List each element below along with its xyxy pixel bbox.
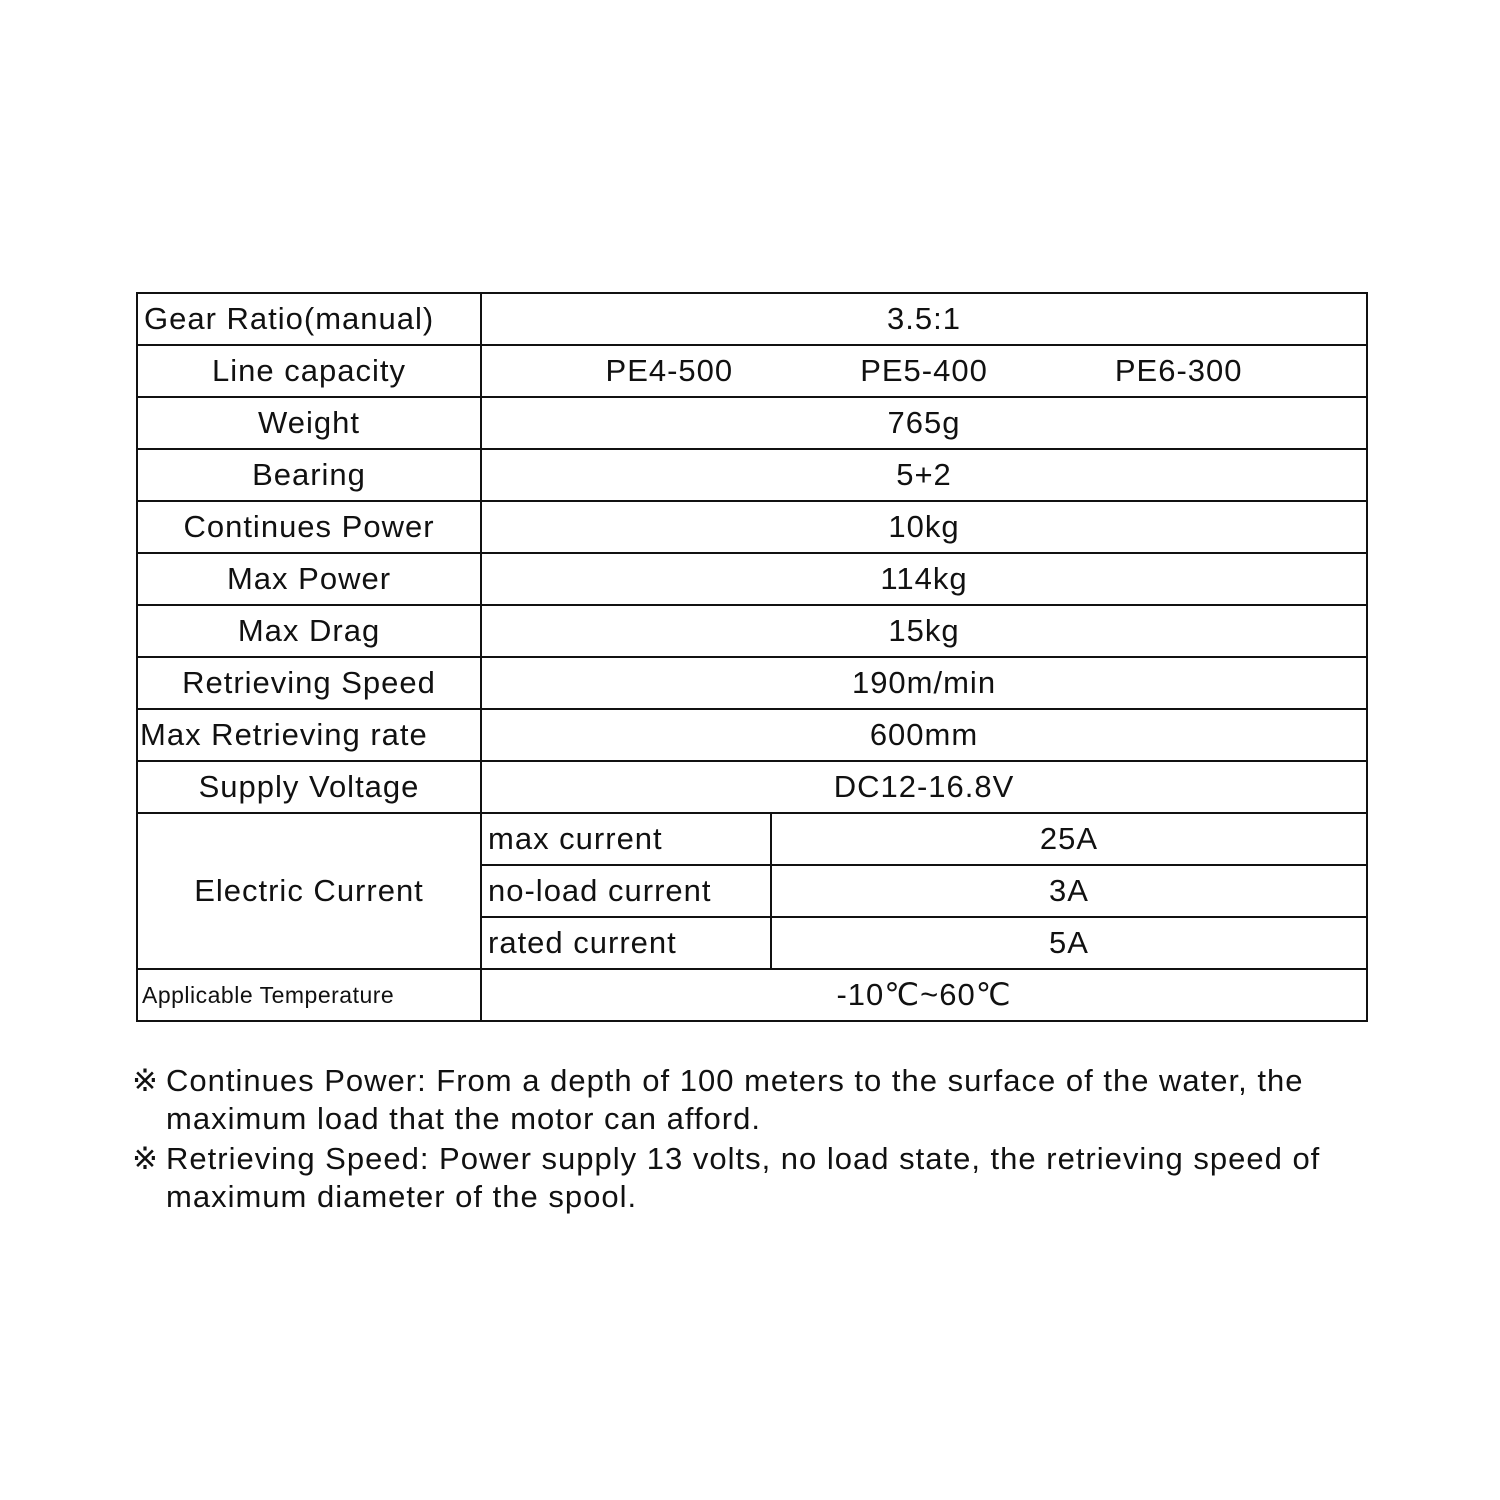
weight-value: 765g (481, 397, 1367, 449)
spec-table (136, 292, 1368, 1022)
applicable-temperature-label: Applicable Temperature (137, 969, 481, 1021)
electric-current-label: Electric Current (137, 813, 481, 969)
row-applicable-temperature (137, 969, 1367, 1021)
note-retrieving-speed (132, 1140, 1392, 1216)
row-max-current (137, 813, 1367, 865)
line-capacity-pe4: PE4-500 (605, 353, 734, 388)
applicable-temperature-value: -10℃~60℃ (481, 969, 1367, 1021)
row-bearing (137, 449, 1367, 501)
note-retrieving-speed-text: Retrieving Speed: Power supply 13 volts, no load state, the retrieving speed of maximum diameter of the spool. (166, 1141, 1321, 1214)
max-power-value: 114kg (481, 553, 1367, 605)
retrieving-speed-label: Retrieving Speed (137, 657, 481, 709)
bearing-label: Bearing (137, 449, 481, 501)
rated-current-value: 5A (771, 917, 1367, 969)
max-drag-value: 15kg (481, 605, 1367, 657)
line-capacity-label: Line capacity (137, 345, 481, 397)
row-continues-power (137, 501, 1367, 553)
row-max-drag (137, 605, 1367, 657)
no-load-current-label: no-load current (481, 865, 771, 917)
supply-voltage-label: Supply Voltage (137, 761, 481, 813)
line-capacity-values (481, 345, 1367, 397)
bearing-value: 5+2 (481, 449, 1367, 501)
retrieving-speed-value: 190m/min (481, 657, 1367, 709)
footnotes (132, 1062, 1392, 1218)
max-current-value: 25A (771, 813, 1367, 865)
row-gear-ratio (137, 293, 1367, 345)
note-mark: ※ (132, 1063, 159, 1098)
max-drag-label: Max Drag (137, 605, 481, 657)
row-weight (137, 397, 1367, 449)
max-power-label: Max Power (137, 553, 481, 605)
gear-ratio-value: 3.5:1 (481, 293, 1367, 345)
supply-voltage-value: DC12-16.8V (481, 761, 1367, 813)
gear-ratio-label: Gear Ratio(manual) (137, 293, 481, 345)
row-retrieving-speed (137, 657, 1367, 709)
no-load-current-value: 3A (771, 865, 1367, 917)
max-retrieving-rate-value: 600mm (481, 709, 1367, 761)
continues-power-value: 10kg (481, 501, 1367, 553)
row-supply-voltage (137, 761, 1367, 813)
weight-label: Weight (137, 397, 481, 449)
max-retrieving-rate-label: Max Retrieving rate (137, 709, 481, 761)
max-current-label: max current (481, 813, 771, 865)
line-capacity-pe5: PE5-400 (860, 353, 988, 388)
row-max-retrieving-rate (137, 709, 1367, 761)
continues-power-label: Continues Power (137, 501, 481, 553)
rated-current-label: rated current (481, 917, 771, 969)
note-continues-power (132, 1062, 1392, 1138)
row-max-power (137, 553, 1367, 605)
line-capacity-pe6: PE6-300 (1114, 353, 1243, 388)
row-line-capacity (137, 345, 1367, 397)
note-continues-power-text: Continues Power: From a depth of 100 meters to the surface of the water, the maximum load that the motor can afford. (166, 1063, 1304, 1136)
note-mark: ※ (132, 1141, 159, 1176)
